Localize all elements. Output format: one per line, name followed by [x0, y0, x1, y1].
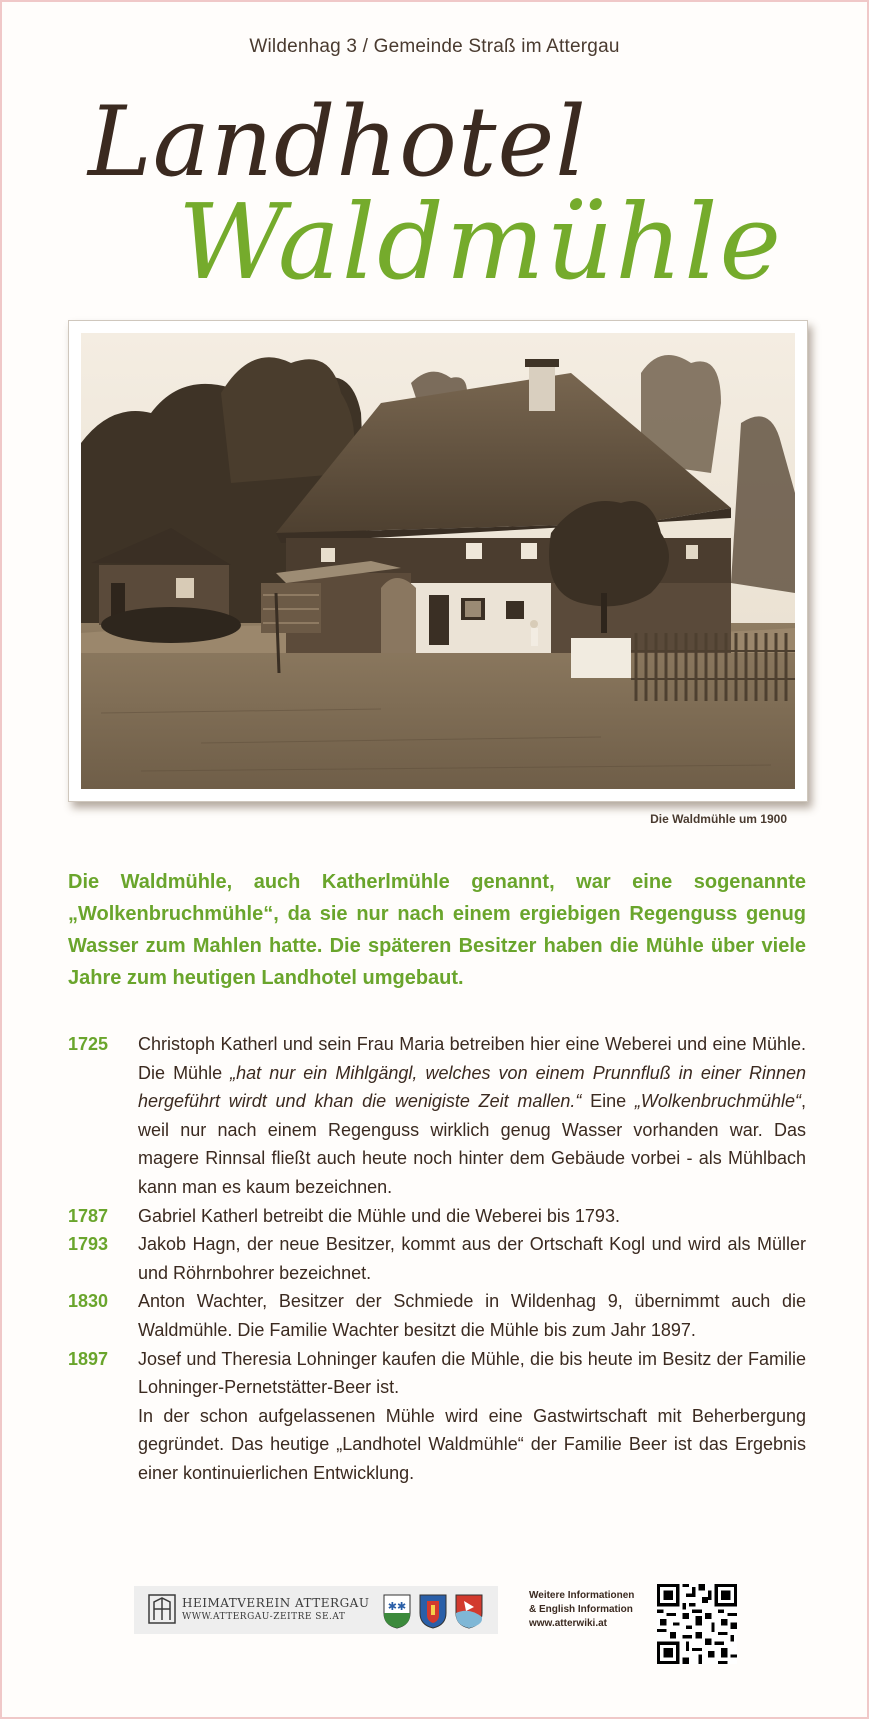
historic-quote: „hat nur ein Mihlgängl, welches von einem Prunnfluß in einer Rinnen hergeführt wirdt und khan die wenigiste Zeit mallen.“ — [138, 1062, 806, 1112]
coat-of-arms-icon — [418, 1593, 448, 1629]
timeline-text-part: Eine — [581, 1091, 635, 1112]
timeline-text: Anton Wachter, Besitzer der Schmiede in Wildenhag 9, übernimmt auch die Waldmühle. Die Familie Wachter besitzt die Mühle bis zum Jahr 1897. — [138, 1291, 806, 1340]
timeline-text-part: In der schon aufgelassenen Mühle wird eine Gastwirtschaft mit Beherbergung gegründet. Das heutige „Landhotel Waldmühle“ der Familie Beer ist das Ergebnis einer kontinuierlichen Entwicklung. — [138, 1405, 806, 1483]
title-landhotel: Landhotel — [88, 86, 587, 198]
timeline-entry-1830 — [68, 1287, 806, 1344]
sponsor-strip — [134, 1586, 498, 1634]
heimatverein-name: HEIMATVEREIN ATTERGAU — [182, 1596, 370, 1610]
timeline-entry-1897 — [68, 1345, 806, 1488]
historic-photo-frame — [68, 320, 808, 802]
timeline-text-part: Christoph Katherl und sein Frau Maria betreiben hier eine Weberei und eine Mühle. Die Mühle — [138, 1034, 806, 1083]
timeline-year: 1725 — [68, 1034, 109, 1054]
timeline-text — [138, 1030, 806, 1202]
photo-caption: Die Waldmühle um 1900 — [650, 812, 787, 826]
timeline-text — [138, 1345, 806, 1488]
timeline-text: Jakob Hagn, der neue Besitzer, kommt aus der Ortschaft Kogl und wird als Müller und Röhrnbohrer bezeichnet. — [138, 1234, 806, 1283]
timeline-text: Gabriel Katherl betreibt die Mühle und die Weberei bis 1793. — [138, 1205, 620, 1226]
atterwiki-link[interactable]: www.atterwiki.at — [529, 1618, 607, 1629]
historic-mill-photo — [81, 333, 795, 789]
heimatverein-logo-icon — [148, 1594, 176, 1624]
timeline-entry-1793 — [68, 1230, 806, 1287]
qr-code-icon[interactable] — [657, 1584, 737, 1664]
coat-of-arms-icon — [382, 1593, 412, 1629]
timeline-text-part: , weil nur nach einem Regenguss wirklich genug Wasser vorhanden war. Das magere Rinnsal fließt auch heute noch hinter dem Gebäude vorbei - als Mühlbach kann man es kaum bezeichnen. — [138, 1091, 806, 1197]
more-info-line: & English Information — [529, 1604, 633, 1615]
timeline-year: 1787 — [68, 1205, 109, 1226]
title-waldmuehle: Waldmühle — [178, 181, 784, 303]
coat-of-arms-icon — [454, 1593, 484, 1629]
timeline-text-part: Josef und Theresia Lohninger kaufen die Mühle, die bis heute im Besitz der Familie Lohninger-Pernetstätter-Beer ist. — [138, 1348, 806, 1398]
term-wolkenbruchmuehle: „Wolkenbruchmühle“ — [634, 1091, 801, 1112]
heimatverein-url: WWW.ATTERGAU-ZEITRE SE.AT — [182, 1612, 346, 1622]
more-info-block — [529, 1589, 634, 1631]
svg-text:✱✱: ✱✱ — [387, 1600, 407, 1613]
timeline-entry-1787 — [68, 1202, 806, 1231]
address-line: Wildenhag 3 / Gemeinde Straß im Attergau — [249, 36, 620, 57]
timeline-year: 1830 — [68, 1291, 109, 1312]
timeline-entry-1725 — [68, 1030, 806, 1202]
more-info-line: Weitere Informationen — [529, 1590, 635, 1601]
timeline — [68, 1030, 806, 1488]
intro-paragraph: Die Waldmühle, auch Katherlmühle genannt, war eine sogenannte „Wolkenbruchmühle“, da sie nur nach einem ergiebigen Regenguss genug Wasser zum Mahlen hatte. Die späteren Besitzer haben die Mühle über viele Jahre zum heutigen Landhotel umgebaut. — [68, 871, 806, 989]
timeline-year: 1897 — [68, 1348, 109, 1369]
timeline-year: 1793 — [68, 1234, 109, 1255]
